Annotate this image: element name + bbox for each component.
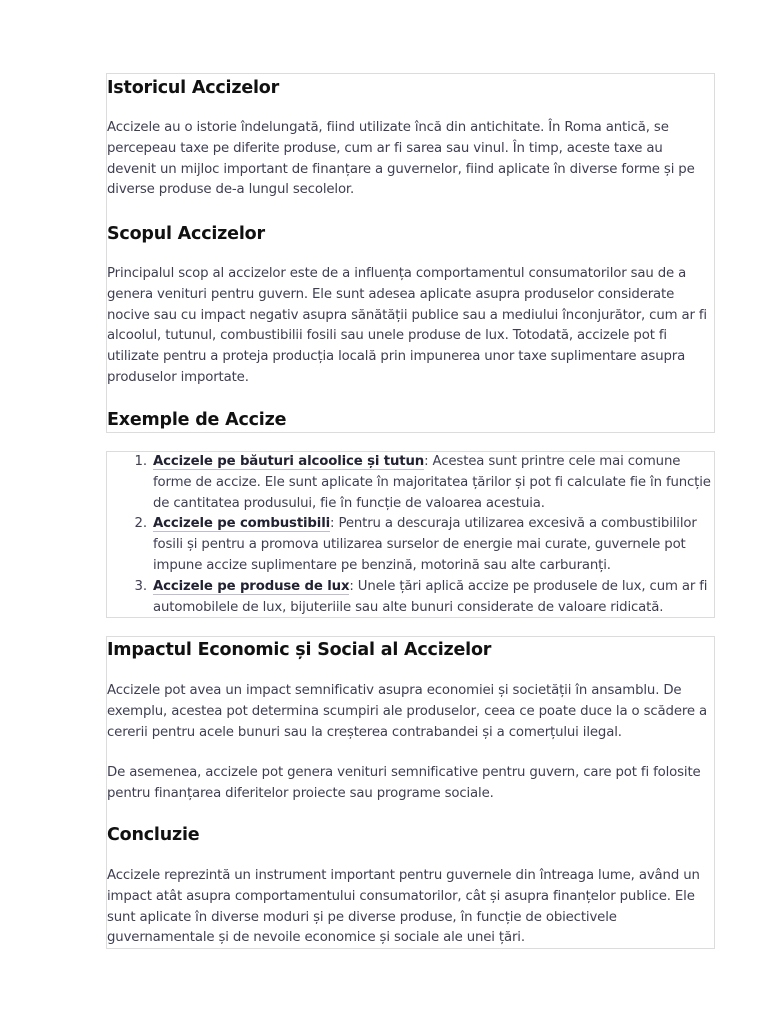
heading-scop: Scopul Accizelor <box>107 224 265 244</box>
list-item <box>151 514 714 576</box>
paragraph-impact-2: De asemenea, accizele pot genera venituri semnificative pentru guvern, care pot fi folosite pentru finanțarea diferitelor proiecte sau programe sociale. <box>107 765 701 801</box>
list-item-term: Accizele pe băuturi alcoolice și tutun <box>153 454 425 469</box>
list-item-text: : Pentru a descuraja utilizarea excesivă a combustibililor fosili și pentru a promova utilizarea surselor de energie mai curate, guvernele pot impune accize suplimentare pe benzină, motorină sau alte carburanți. <box>153 516 697 573</box>
heading-impact: Impactul Economic și Social al Accizelor <box>107 640 492 660</box>
list-item <box>151 577 714 619</box>
list-item-term: Accizele pe produse de lux <box>153 578 350 594</box>
list-item-text: : Acestea sunt printre cele mai comune forme de accize. Ele sunt aplicate în majoritatea țărilor și pot fi calculate fie în funcție de cantitatea produsului, fie în funcție de valoarea acestuia. <box>153 454 711 511</box>
heading-concluzie: Concluzie <box>107 825 200 845</box>
paragraph-concluzie: Accizele reprezintă un instrument important pentru guvernele din întreaga lume, având un impact atât asupra comportamentului consumatorilor, cât și asupra finanțelor publice. Ele sunt aplicate în diverse moduri și pe diverse produse, în funcție de obiectivele guvernamentale și de nevoile economice și sociale ale unei țări. <box>107 868 700 946</box>
examples-list <box>107 452 714 618</box>
paragraph-istoric: Accizele au o istorie îndelungată, fiind utilizate încă din antichitate. În Roma antică, se percepeau taxe pe diferite produse, cum ar fi sarea sau vinul. În timp, aceste taxe au devenit un mijloc important de finanțare a guvernelor, fiind aplicate în diverse forme și pe diverse produse de-a lungul secolelor. <box>107 120 695 198</box>
section-block-impact <box>106 636 715 949</box>
heading-istoric: Istoricul Accizelor <box>107 78 280 98</box>
list-item <box>151 452 714 514</box>
section-block-examples <box>106 451 715 618</box>
paragraph-scop: Principalul scop al accizelor este de a influența comportamentul consumatorilor sau de a genera venituri pentru guvern. Ele sunt adesea aplicate asupra produselor considerate nocive sau cu impact negativ asupra sănătății publice sau a mediului înconjurător, cum ar fi alcoolul, tutunul, combustibilii fosili sau unele produse de lux. Totodată, accizele pot fi utilizate pentru a proteja producția locală prin impunerea unor taxe suplimentare asupra produselor importate. <box>107 266 707 385</box>
section-block-intro <box>106 73 715 433</box>
heading-exemple: Exemple de Accize <box>107 410 287 430</box>
list-item-term: Accizele pe combustibili <box>153 516 331 532</box>
paragraph-impact-1: Accizele pot avea un impact semnificativ asupra economiei și societății în ansamblu. De exemplu, acestea pot determina scumpiri ale produselor, ceea ce poate duce la o scădere a cererii pentru acele bunuri sau la creșterea contrabandei și a comerțului ilegal. <box>107 683 707 740</box>
list-item-text: : Unele țări aplică accize pe produsele de lux, cum ar fi automobilele de lux, bijuteriile sau alte bunuri considerate de valoare ridicată. <box>153 578 708 615</box>
